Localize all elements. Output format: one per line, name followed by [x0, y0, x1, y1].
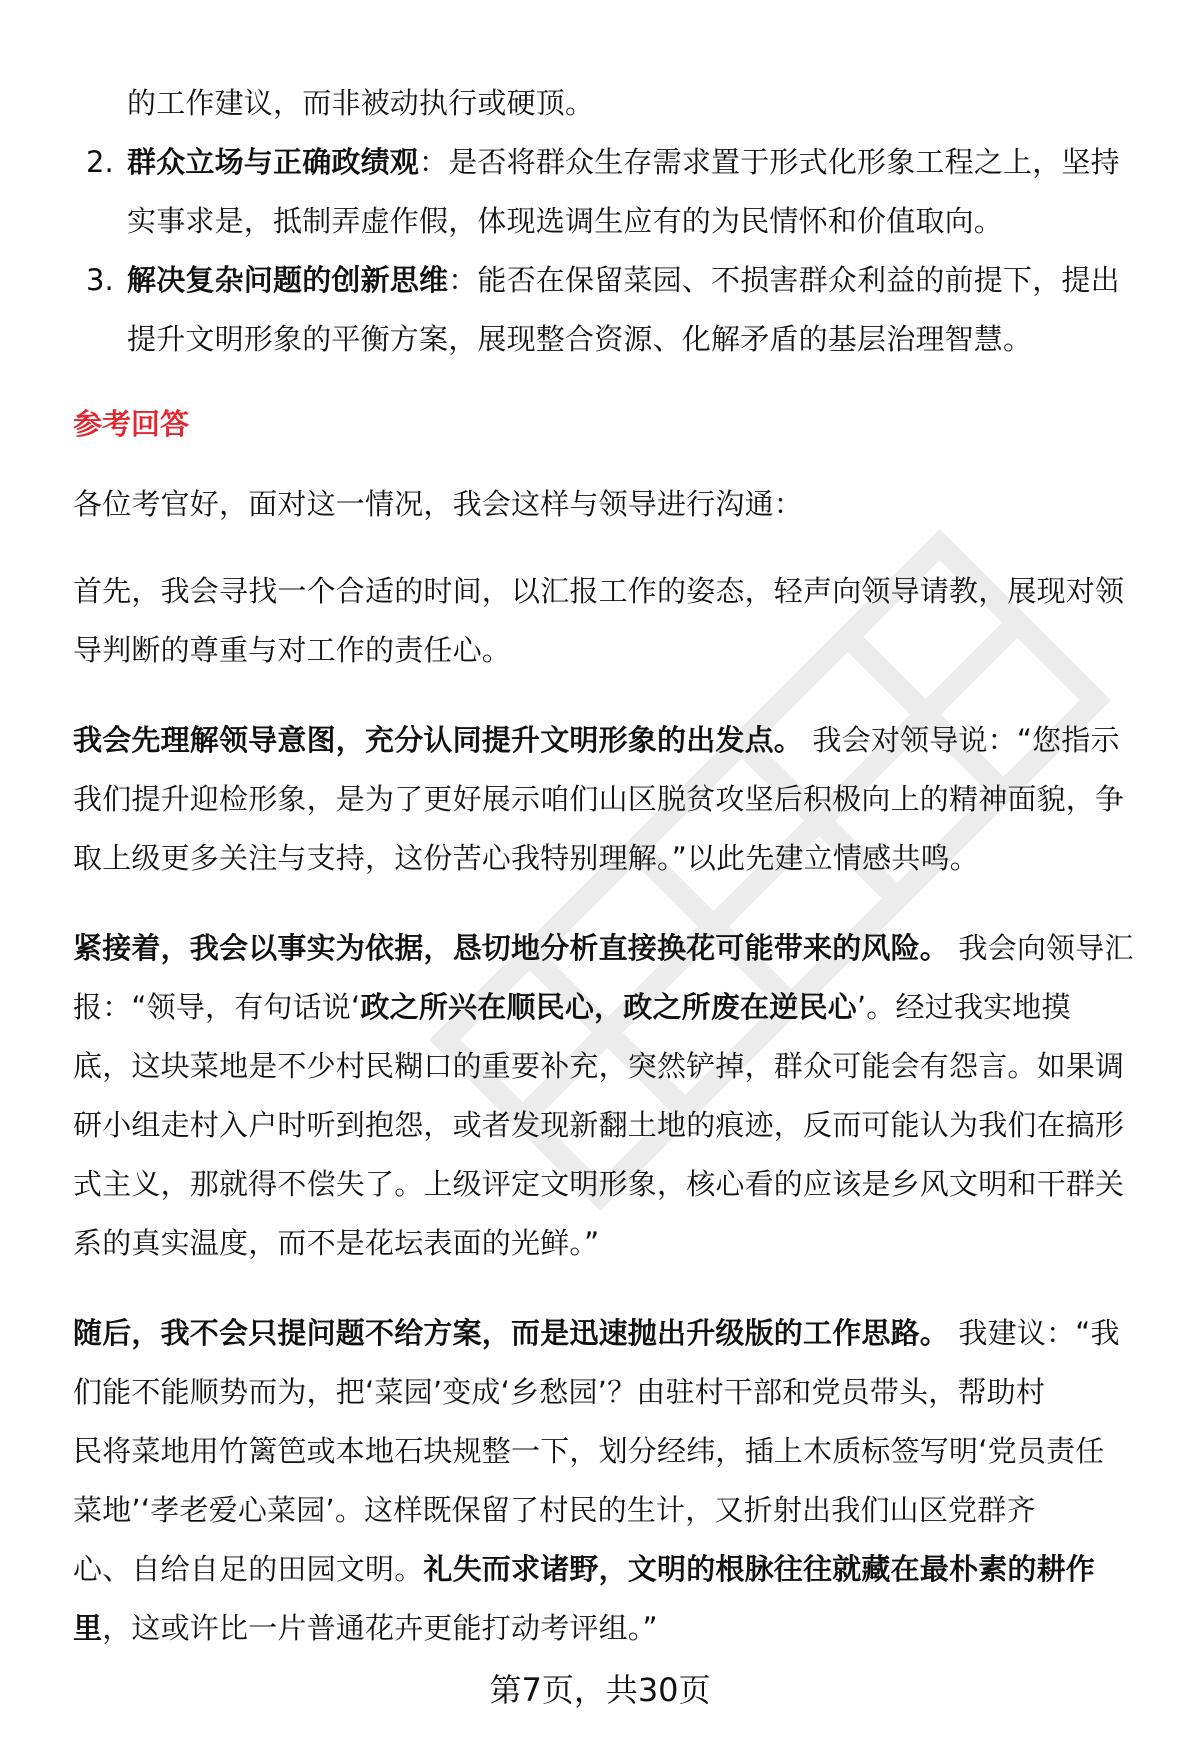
paragraph-line: 紧接着，我会以事实为依据，恳切地分析直接换花可能带来的风险。 我会向领导汇	[73, 931, 1134, 965]
list-item-number: 2.	[86, 145, 114, 179]
paragraph-line: 我会先理解领导意图，充分认同提升文明形象的出发点。 我会对领导说：“您指示	[73, 723, 1120, 757]
list-item-continuation: 的工作建议，而非被动执行或硬顶。	[127, 86, 595, 120]
page-number: 第7页，共30页	[489, 1671, 711, 1709]
list-item-line: 提升文明形象的平衡方案，展现整合资源、化解矛盾的基层治理智慧。	[127, 322, 1033, 356]
paragraph-line: 导判断的尊重与对工作的责任心。	[73, 633, 512, 667]
paragraph-line: 系的真实温度，而不是花坛表面的光鲜。”	[73, 1226, 600, 1260]
quote-emphasis: 政之所兴在顺民心，政之所废在逆民心	[360, 990, 857, 1024]
paragraph-line: 们能不能顺势而为，把‘菜园’变成‘乡愁园’？由驻村干部和党员带头，帮助村	[73, 1375, 1046, 1409]
paragraph-line: 首先，我会寻找一个合适的时间，以汇报工作的姿态，轻声向领导请教，展现对领	[73, 574, 1125, 608]
paragraph-line: 菜地’‘孝老爱心菜园’。这样既保留了村民的生计，又折射出我们山区党群齐	[73, 1493, 1036, 1527]
paragraph-line: 式主义，那就得不偿失了。上级评定文明形象，核心看的应该是乡风文明和干群关	[73, 1167, 1125, 1201]
paragraph-line: 心、自给自足的田园文明。礼失而求诸野，文明的根脉往往就藏在最朴素的耕作	[73, 1552, 1096, 1586]
paragraph-line: 底，这块菜地是不少村民糊口的重要补充，突然铲掉，群众可能会有怨言。如果调	[73, 1049, 1125, 1083]
key-point: 礼失而求诸野，文明的根脉往往就藏在最朴素的耕作	[423, 1552, 1096, 1586]
list-item-line: 群众立场与正确政绩观：是否将群众生存需求置于形式化形象工程之上，坚持	[127, 145, 1120, 179]
paragraph-line: 我们提升迎检形象，是为了更好展示咱们山区脱贫攻坚后积极向上的精神面貌，争	[73, 782, 1125, 816]
section-heading: 参考回答	[73, 407, 190, 441]
list-item-line: 解决复杂问题的创新思维：能否在保留菜园、不损害群众利益的前提下，提出	[127, 263, 1120, 297]
intro-paragraph: 各位考官好，面对这一情况，我会这样与领导进行沟通：	[73, 487, 804, 521]
key-point: 随后，我不会只提问题不给方案，而是迅速抛出升级版的工作思路。	[73, 1316, 950, 1350]
paragraph-line: 取上级更多关注与支持，这份苦心我特别理解。”以此先建立情感共鸣。	[73, 841, 979, 875]
paragraph-line: 报：“领导，有句话说‘政之所兴在顺民心，政之所废在逆民心’。经过我实地摸	[73, 990, 1071, 1024]
key-point: 里	[73, 1611, 103, 1645]
key-point: 我会先理解领导意图，充分认同提升文明形象的出发点。	[73, 723, 804, 757]
list-item-number: 3.	[86, 263, 114, 297]
key-point: 紧接着，我会以事实为依据，恳切地分析直接换花可能带来的风险。	[73, 931, 950, 965]
list-item-title: 解决复杂问题的创新思维	[127, 263, 449, 297]
paragraph-line: 随后，我不会只提问题不给方案，而是迅速抛出升级版的工作思路。 我建议：“我	[73, 1316, 1120, 1350]
paragraph-line: 里，这或许比一片普通花卉更能打动考评组。”	[73, 1611, 658, 1645]
paragraph-line: 研小组走村入户时听到抱怨，或者发现新翻土地的痕迹，反而可能认为我们在搞形	[73, 1108, 1125, 1142]
list-item-title: 群众立场与正确政绩观	[127, 145, 420, 179]
list-item-line: 实事求是，抵制弄虚作假，体现选调生应有的为民情怀和价值取向。	[127, 204, 1004, 238]
paragraph-line: 民将菜地用竹篱笆或本地石块规整一下，划分经纬，插上木质标签写明‘党员责任	[73, 1434, 1105, 1468]
